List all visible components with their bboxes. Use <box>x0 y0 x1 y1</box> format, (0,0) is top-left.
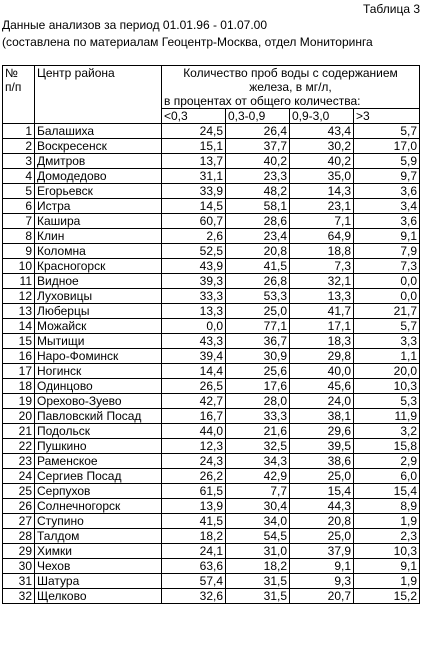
value-bin-4: 10,3 <box>354 544 420 559</box>
value-bin-3: 39,5 <box>290 439 354 454</box>
district-name: Талдом <box>35 529 162 544</box>
district-name: Ногинск <box>35 364 162 379</box>
value-bin-1: 14,4 <box>162 364 226 379</box>
header-quantity-line-2: железа, в мг/л, <box>249 80 332 94</box>
value-bin-1: 0,0 <box>162 319 226 334</box>
value-bin-4: 0,0 <box>354 289 420 304</box>
value-bin-4: 2,9 <box>354 454 420 469</box>
value-bin-4: 3,3 <box>354 334 420 349</box>
value-bin-4: 5,9 <box>354 154 420 169</box>
table-row <box>3 514 420 529</box>
district-name: Солнечногорск <box>35 499 162 514</box>
value-bin-3: 9,3 <box>290 574 354 589</box>
value-bin-3: 24,0 <box>290 394 354 409</box>
value-bin-2: 28,6 <box>226 214 290 229</box>
district-name: Шатура <box>35 574 162 589</box>
value-bin-2: 20,8 <box>226 244 290 259</box>
value-bin-1: 24,3 <box>162 454 226 469</box>
row-number: 13 <box>3 304 35 319</box>
value-bin-3: 20,7 <box>290 589 354 604</box>
row-number: 19 <box>3 394 35 409</box>
value-bin-4: 15,8 <box>354 439 420 454</box>
title-line-2: (составлена по материалам Геоцентр-Москва, отдел Мониторинга <box>2 35 373 49</box>
table-row <box>3 349 420 364</box>
row-number: 30 <box>3 559 35 574</box>
district-name: Химки <box>35 544 162 559</box>
value-bin-1: 32,6 <box>162 589 226 604</box>
row-number: 16 <box>3 349 35 364</box>
district-name: Пушкино <box>35 439 162 454</box>
value-bin-3: 64,9 <box>290 229 354 244</box>
district-name: Дмитров <box>35 154 162 169</box>
row-number: 21 <box>3 424 35 439</box>
title-line-1: Данные анализов за период 01.01.96 - 01.07.00 <box>2 18 268 32</box>
value-bin-2: 34,0 <box>226 514 290 529</box>
row-number: 4 <box>3 169 35 184</box>
value-bin-3: 40,2 <box>290 154 354 169</box>
value-bin-1: 16,7 <box>162 409 226 424</box>
value-bin-2: 21,6 <box>226 424 290 439</box>
district-name: Балашиха <box>35 124 162 139</box>
header-quantity <box>162 66 420 109</box>
value-bin-1: 43,9 <box>162 259 226 274</box>
district-name: Мытищи <box>35 334 162 349</box>
value-bin-3: 43,4 <box>290 124 354 139</box>
value-bin-1: 41,5 <box>162 514 226 529</box>
value-bin-3: 9,1 <box>290 559 354 574</box>
table-row <box>3 304 420 319</box>
header-district: Центр района <box>35 66 162 124</box>
value-bin-1: 63,6 <box>162 559 226 574</box>
value-bin-2: 30,9 <box>226 349 290 364</box>
value-bin-2: 28,0 <box>226 394 290 409</box>
row-number: 6 <box>3 199 35 214</box>
header-number-line-1: № <box>5 66 18 80</box>
value-bin-2: 23,3 <box>226 169 290 184</box>
row-number: 15 <box>3 334 35 349</box>
row-number: 31 <box>3 574 35 589</box>
value-bin-3: 38,1 <box>290 409 354 424</box>
value-bin-1: 24,1 <box>162 544 226 559</box>
table-row <box>3 274 420 289</box>
district-name: Орехово-Зуево <box>35 394 162 409</box>
value-bin-3: 30,2 <box>290 139 354 154</box>
value-bin-3: 15,4 <box>290 484 354 499</box>
value-bin-4: 5,3 <box>354 394 420 409</box>
row-number: 12 <box>3 289 35 304</box>
value-bin-2: 23,4 <box>226 229 290 244</box>
district-name: Ступино <box>35 514 162 529</box>
district-name: Кашира <box>35 214 162 229</box>
table-row <box>3 589 420 604</box>
value-bin-2: 31,5 <box>226 589 290 604</box>
value-bin-1: 52,5 <box>162 244 226 259</box>
value-bin-4: 2,3 <box>354 529 420 544</box>
row-number: 7 <box>3 214 35 229</box>
table-row <box>3 559 420 574</box>
value-bin-2: 26,8 <box>226 274 290 289</box>
value-bin-1: 39,3 <box>162 274 226 289</box>
row-number: 28 <box>3 529 35 544</box>
value-bin-4: 21,7 <box>354 304 420 319</box>
district-name: Павловский Посад <box>35 409 162 424</box>
row-number: 2 <box>3 139 35 154</box>
value-bin-2: 31,5 <box>226 574 290 589</box>
data-table <box>2 65 420 604</box>
value-bin-4: 7,9 <box>354 244 420 259</box>
district-name: Егорьевск <box>35 184 162 199</box>
value-bin-1: 12,3 <box>162 439 226 454</box>
value-bin-2: 37,7 <box>226 139 290 154</box>
table-row <box>3 214 420 229</box>
value-bin-2: 58,1 <box>226 199 290 214</box>
district-name: Истра <box>35 199 162 214</box>
row-number: 11 <box>3 274 35 289</box>
value-bin-2: 77,1 <box>226 319 290 334</box>
table-row <box>3 319 420 334</box>
value-bin-1: 24,5 <box>162 124 226 139</box>
value-bin-1: 31,1 <box>162 169 226 184</box>
header-quantity-line-3: в процентах от общего количества: <box>164 94 361 108</box>
district-name: Серпухов <box>35 484 162 499</box>
table-row <box>3 394 420 409</box>
table-caption: Таблица 3 <box>362 2 420 16</box>
value-bin-3: 41,7 <box>290 304 354 319</box>
table-row <box>3 289 420 304</box>
value-bin-3: 32,1 <box>290 274 354 289</box>
value-bin-3: 23,1 <box>290 199 354 214</box>
table-row <box>3 379 420 394</box>
row-number: 20 <box>3 409 35 424</box>
row-number: 3 <box>3 154 35 169</box>
row-number: 14 <box>3 319 35 334</box>
district-name: Одинцово <box>35 379 162 394</box>
value-bin-4: 1,9 <box>354 514 420 529</box>
table-row <box>3 244 420 259</box>
value-bin-2: 53,3 <box>226 289 290 304</box>
value-bin-3: 40,0 <box>290 364 354 379</box>
value-bin-4: 9,7 <box>354 169 420 184</box>
value-bin-4: 7,3 <box>354 259 420 274</box>
value-bin-3: 14,3 <box>290 184 354 199</box>
value-bin-1: 26,2 <box>162 469 226 484</box>
value-bin-4: 9,1 <box>354 559 420 574</box>
district-name: Сергиев Посад <box>35 469 162 484</box>
row-number: 22 <box>3 439 35 454</box>
row-number: 1 <box>3 124 35 139</box>
district-name: Люберцы <box>35 304 162 319</box>
value-bin-3: 29,8 <box>290 349 354 364</box>
table-row <box>3 364 420 379</box>
table-row <box>3 454 420 469</box>
table-row <box>3 469 420 484</box>
value-bin-4: 6,0 <box>354 469 420 484</box>
table-row <box>3 424 420 439</box>
table-row <box>3 439 420 454</box>
value-bin-4: 5,7 <box>354 124 420 139</box>
district-name: Красногорск <box>35 259 162 274</box>
table-row <box>3 499 420 514</box>
value-bin-3: 7,3 <box>290 259 354 274</box>
district-name: Домодедово <box>35 169 162 184</box>
header-bin-1: <0,3 <box>162 109 226 124</box>
value-bin-4: 1,9 <box>354 574 420 589</box>
value-bin-4: 15,2 <box>354 589 420 604</box>
value-bin-2: 30,4 <box>226 499 290 514</box>
value-bin-4: 17,0 <box>354 139 420 154</box>
value-bin-2: 26,4 <box>226 124 290 139</box>
value-bin-2: 18,2 <box>226 559 290 574</box>
value-bin-4: 3,6 <box>354 214 420 229</box>
value-bin-1: 42,7 <box>162 394 226 409</box>
value-bin-1: 57,4 <box>162 574 226 589</box>
value-bin-2: 48,2 <box>226 184 290 199</box>
value-bin-1: 33,9 <box>162 184 226 199</box>
value-bin-2: 31,0 <box>226 544 290 559</box>
district-name: Чехов <box>35 559 162 574</box>
table-row <box>3 574 420 589</box>
header-row-1 <box>3 66 420 109</box>
value-bin-3: 13,3 <box>290 289 354 304</box>
value-bin-1: 13,7 <box>162 154 226 169</box>
value-bin-4: 10,3 <box>354 379 420 394</box>
value-bin-2: 54,5 <box>226 529 290 544</box>
header-number-line-2: п/п <box>5 80 22 94</box>
table-row <box>3 169 420 184</box>
value-bin-4: 3,2 <box>354 424 420 439</box>
district-name: Наро-Фоминск <box>35 349 162 364</box>
value-bin-3: 25,0 <box>290 529 354 544</box>
table-row <box>3 154 420 169</box>
value-bin-3: 38,6 <box>290 454 354 469</box>
district-name: Щелково <box>35 589 162 604</box>
value-bin-1: 26,5 <box>162 379 226 394</box>
value-bin-4: 9,1 <box>354 229 420 244</box>
value-bin-2: 36,7 <box>226 334 290 349</box>
value-bin-1: 18,2 <box>162 529 226 544</box>
value-bin-2: 17,6 <box>226 379 290 394</box>
district-name: Подольск <box>35 424 162 439</box>
table-row <box>3 124 420 139</box>
row-number: 29 <box>3 544 35 559</box>
value-bin-1: 44,0 <box>162 424 226 439</box>
value-bin-1: 33,3 <box>162 289 226 304</box>
value-bin-3: 17,1 <box>290 319 354 334</box>
header-bin-2: 0,3-0,9 <box>226 109 290 124</box>
row-number: 18 <box>3 379 35 394</box>
value-bin-4: 1,1 <box>354 349 420 364</box>
table-row <box>3 199 420 214</box>
district-name: Видное <box>35 274 162 289</box>
district-name: Луховицы <box>35 289 162 304</box>
row-number: 9 <box>3 244 35 259</box>
header-number <box>3 66 35 124</box>
row-number: 8 <box>3 229 35 244</box>
value-bin-4: 5,7 <box>354 319 420 334</box>
row-number: 5 <box>3 184 35 199</box>
district-name: Клин <box>35 229 162 244</box>
value-bin-1: 61,5 <box>162 484 226 499</box>
value-bin-3: 18,8 <box>290 244 354 259</box>
row-number: 10 <box>3 259 35 274</box>
header-bin-4: >3 <box>354 109 420 124</box>
table-row <box>3 259 420 274</box>
row-number: 25 <box>3 484 35 499</box>
value-bin-1: 13,3 <box>162 304 226 319</box>
row-number: 23 <box>3 454 35 469</box>
value-bin-4: 11,9 <box>354 409 420 424</box>
value-bin-2: 32,5 <box>226 439 290 454</box>
row-number: 27 <box>3 514 35 529</box>
value-bin-4: 3,4 <box>354 199 420 214</box>
value-bin-2: 7,7 <box>226 484 290 499</box>
value-bin-4: 20,0 <box>354 364 420 379</box>
table-row <box>3 529 420 544</box>
value-bin-3: 18,3 <box>290 334 354 349</box>
value-bin-1: 13,9 <box>162 499 226 514</box>
value-bin-1: 39,4 <box>162 349 226 364</box>
value-bin-3: 25,0 <box>290 469 354 484</box>
district-name: Коломна <box>35 244 162 259</box>
value-bin-3: 20,8 <box>290 514 354 529</box>
value-bin-3: 29,6 <box>290 424 354 439</box>
district-name: Раменское <box>35 454 162 469</box>
value-bin-1: 2,6 <box>162 229 226 244</box>
district-name: Воскресенск <box>35 139 162 154</box>
row-number: 24 <box>3 469 35 484</box>
row-number: 26 <box>3 499 35 514</box>
value-bin-4: 0,0 <box>354 274 420 289</box>
table-row <box>3 184 420 199</box>
value-bin-4: 15,4 <box>354 484 420 499</box>
value-bin-3: 45,6 <box>290 379 354 394</box>
row-number: 17 <box>3 364 35 379</box>
value-bin-1: 14,5 <box>162 199 226 214</box>
value-bin-3: 37,9 <box>290 544 354 559</box>
table-row <box>3 484 420 499</box>
value-bin-2: 25,0 <box>226 304 290 319</box>
row-number: 32 <box>3 589 35 604</box>
value-bin-2: 25,6 <box>226 364 290 379</box>
value-bin-2: 42,9 <box>226 469 290 484</box>
value-bin-3: 35,0 <box>290 169 354 184</box>
table-row <box>3 409 420 424</box>
value-bin-3: 7,1 <box>290 214 354 229</box>
header-quantity-line-1: Количество проб воды с содержанием <box>183 66 398 80</box>
table-row <box>3 229 420 244</box>
table-row <box>3 544 420 559</box>
value-bin-2: 33,3 <box>226 409 290 424</box>
value-bin-2: 40,2 <box>226 154 290 169</box>
value-bin-1: 15,1 <box>162 139 226 154</box>
value-bin-2: 34,3 <box>226 454 290 469</box>
value-bin-1: 60,7 <box>162 214 226 229</box>
value-bin-1: 43,3 <box>162 334 226 349</box>
value-bin-4: 8,9 <box>354 499 420 514</box>
value-bin-2: 41,5 <box>226 259 290 274</box>
value-bin-4: 3,6 <box>354 184 420 199</box>
table-row <box>3 334 420 349</box>
district-name: Можайск <box>35 319 162 334</box>
table-row <box>3 139 420 154</box>
header-bin-3: 0,9-3,0 <box>290 109 354 124</box>
value-bin-3: 44,3 <box>290 499 354 514</box>
